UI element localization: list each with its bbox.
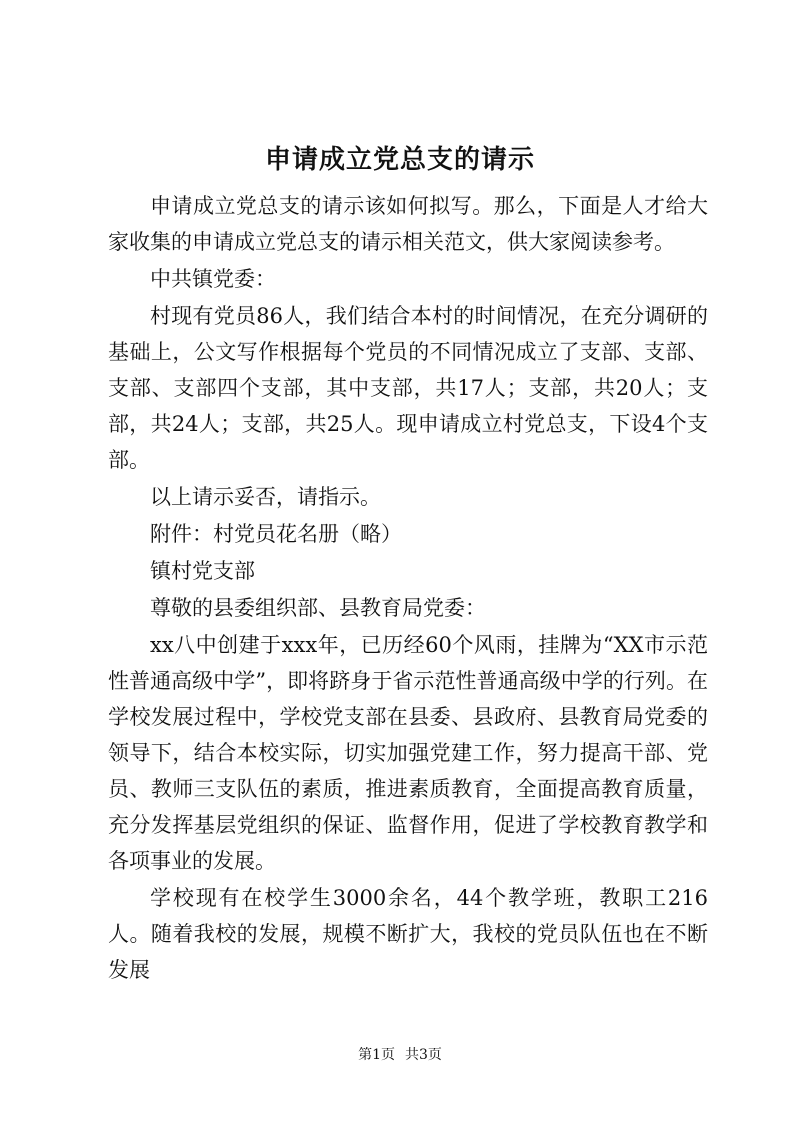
paragraph-salutation-education: 尊敬的县委组织部、县教育局党委： — [150, 596, 486, 620]
paragraph-intro: 申请成立党总支的请示该如何拟写。那么，下面是人才给大家收集的申请成立党总支的请示相关范文，供大家阅读参考。 — [108, 194, 708, 254]
paragraph-signature: 镇村党支部 — [150, 559, 255, 583]
document-body — [108, 188, 708, 989]
page-total: 共3页 — [405, 1047, 442, 1063]
paragraph-village-members: 村现有党员86人，我们结合本村的时间情况，在充分调研的基础上，公文写作根据每个党员的不同情况成立了支部、支部、支部、支部四个支部，其中支部，共17人；支部，共20人；支部，共24人；支部，共25人。现申请成立村党总支，下设4个支部。 — [108, 304, 708, 472]
page-footer — [0, 1045, 800, 1065]
paragraph-request-approval: 以上请示妥否，请指示。 — [150, 485, 381, 509]
page-number: 第1页 — [358, 1047, 395, 1063]
paragraph-school-stats: 学校现有在校学生3000余名，44个教学班，教职工216人。随着我校的发展，规模不断扩大，我校的党员队伍也在不断发展 — [108, 886, 708, 982]
document-title: 申请成立党总支的请示 — [264, 145, 535, 175]
paragraph-attachment: 附件：村党员花名册（略） — [150, 522, 402, 546]
paragraph-school-history: xx八中创建于xxx年，已历经60个风雨，挂牌为“XX市示范性普通高级中学”，即将跻身于省示范性普通高级中学的行列。在学校发展过程中，学校党支部在县委、县政府、县教育局党委的领导下，结合本校实际，切实加强党建工作，努力提高干部、党员、教师三支队伍的素质，推进素质教育，全面提高教育质量，充分发挥基层党组织的保证、监督作用，促进了学校教育教学和各项事业的发展。 — [108, 633, 708, 873]
paragraph-salutation-party-committee: 中共镇党委： — [150, 267, 276, 291]
